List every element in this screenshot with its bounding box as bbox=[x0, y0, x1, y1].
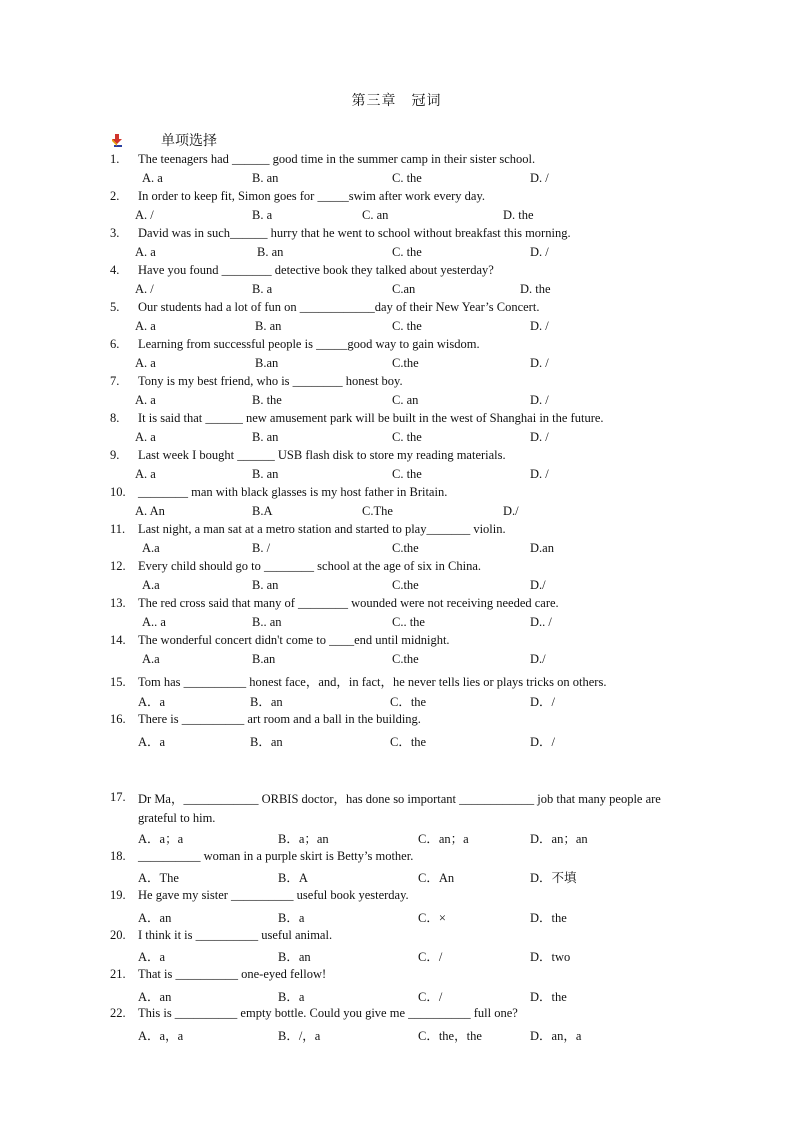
question-13 bbox=[110, 596, 559, 611]
question-15 bbox=[110, 672, 606, 690]
option-c: C. an bbox=[362, 208, 389, 222]
option-c: C．An bbox=[418, 871, 455, 885]
option-c: C．/ bbox=[418, 990, 443, 1004]
question-number: 7. bbox=[110, 374, 120, 388]
option-a: A．a bbox=[138, 695, 166, 709]
question-text: It is said that ______ new amusement park will be built in the west of Shanghai in the future. bbox=[138, 411, 604, 425]
option-b: B. an bbox=[252, 467, 279, 481]
question-12 bbox=[110, 559, 481, 574]
option-c: C.. the bbox=[392, 615, 425, 629]
question-number: 14. bbox=[110, 633, 126, 647]
question-4 bbox=[110, 263, 494, 278]
question-number: 22. bbox=[110, 1006, 126, 1020]
option-b: B. an bbox=[257, 245, 284, 259]
option-c: C．an；a bbox=[418, 832, 469, 846]
option-c: C．the bbox=[390, 695, 427, 709]
question-19 bbox=[110, 888, 409, 903]
option-a: A. a bbox=[135, 245, 156, 259]
option-b: B. an bbox=[252, 171, 279, 185]
option-c: C. an bbox=[392, 393, 419, 407]
question-number: 4. bbox=[110, 263, 120, 277]
question-text: Last night, a man sat at a metro station and started to play_______ violin. bbox=[138, 522, 506, 536]
option-b: B．an bbox=[278, 950, 311, 964]
option-c: C．× bbox=[418, 911, 446, 925]
question-text: The wonderful concert didn't come to ____end until midnight. bbox=[138, 633, 450, 647]
option-d: D．不填 bbox=[530, 871, 577, 885]
option-a: A．a；a bbox=[138, 832, 184, 846]
question-number: 18. bbox=[110, 849, 126, 863]
option-b: B. an bbox=[252, 578, 279, 592]
option-a: A.. a bbox=[142, 615, 166, 629]
question-number: 9. bbox=[110, 448, 120, 462]
option-a: A.a bbox=[142, 652, 160, 666]
option-c: C.The bbox=[362, 504, 393, 518]
question-text: Tony is my best friend, who is ________ honest boy. bbox=[138, 374, 403, 388]
question-text: Learning from successful people is _____good way to gain wisdom. bbox=[138, 337, 480, 351]
option-c: C．the bbox=[390, 735, 427, 749]
section-heading bbox=[111, 130, 217, 150]
question-8 bbox=[110, 411, 604, 426]
question-text: Our students had a lot of fun on ____________day of their New Year’s Concert. bbox=[138, 300, 540, 314]
question-22 bbox=[110, 1006, 518, 1021]
question-text: This is __________ empty bottle. Could you give me __________ full one? bbox=[138, 1006, 518, 1020]
question-text: Last week I bought ______ USB flash disk to store my reading materials. bbox=[138, 448, 506, 462]
option-d: D. / bbox=[530, 319, 549, 333]
option-b: B. a bbox=[252, 282, 273, 296]
question-number: 5. bbox=[110, 300, 120, 314]
question-text: I think it is __________ useful animal. bbox=[138, 928, 333, 942]
option-c: C. the bbox=[392, 430, 422, 444]
option-a: A．a，a bbox=[138, 1029, 184, 1043]
option-b: B．an bbox=[250, 695, 283, 709]
question-text: There is __________ art room and a ball in the building. bbox=[138, 712, 421, 726]
option-a: A．a bbox=[138, 950, 166, 964]
option-d: D.. / bbox=[530, 615, 552, 629]
option-d: D. / bbox=[530, 430, 549, 444]
option-c: C.the bbox=[392, 652, 419, 666]
option-d: D. / bbox=[530, 467, 549, 481]
option-d: D. / bbox=[530, 393, 549, 407]
question-number: 16. bbox=[110, 712, 126, 726]
option-d: D．an，a bbox=[530, 1029, 582, 1043]
question-number: 21. bbox=[110, 967, 126, 981]
question-number: 8. bbox=[110, 411, 120, 425]
option-d: D．/ bbox=[530, 735, 556, 749]
option-b: B. a bbox=[252, 208, 273, 222]
option-c: C.an bbox=[392, 282, 416, 296]
question-17 bbox=[110, 790, 684, 828]
option-d: D. / bbox=[530, 171, 549, 185]
option-b: B. an bbox=[252, 430, 279, 444]
option-c: C. the bbox=[392, 319, 422, 333]
option-b: B．an bbox=[250, 735, 283, 749]
option-d: D．the bbox=[530, 990, 567, 1004]
question-number: 13. bbox=[110, 596, 126, 610]
question-number: 20. bbox=[110, 928, 126, 942]
question-number: 6. bbox=[110, 337, 120, 351]
option-b: B．a；an bbox=[278, 832, 329, 846]
question-3 bbox=[110, 226, 571, 241]
option-d: D．two bbox=[530, 950, 571, 964]
option-b: B.an bbox=[255, 356, 279, 370]
option-d: D./ bbox=[503, 504, 519, 518]
question-text: The teenagers had ______ good time in the summer camp in their sister school. bbox=[138, 152, 536, 166]
question-6 bbox=[110, 337, 480, 352]
option-c: C.the bbox=[392, 356, 419, 370]
question-text: __________ woman in a purple skirt is Betty’s mother. bbox=[138, 849, 414, 863]
option-a: A. a bbox=[142, 171, 163, 185]
question-text: Tom has __________ honest face，and，in fact，he never tells lies or plays tricks on others. bbox=[138, 675, 607, 689]
option-d: D./ bbox=[530, 578, 546, 592]
option-c: C. the bbox=[392, 171, 422, 185]
option-a: A．an bbox=[138, 911, 172, 925]
option-d: D. the bbox=[520, 282, 551, 296]
question-text: David was in such______ hurry that he went to school without breakfast this morning. bbox=[138, 226, 571, 240]
option-c: C.the bbox=[392, 578, 419, 592]
option-c: C. the bbox=[392, 245, 422, 259]
question-1 bbox=[110, 152, 535, 167]
option-d: D. / bbox=[530, 356, 549, 370]
option-d: D. the bbox=[503, 208, 534, 222]
question-text: Have you found ________ detective book they talked about yesterday? bbox=[138, 263, 494, 277]
option-c: C.the bbox=[392, 541, 419, 555]
chapter-title: 第三章 冠词 bbox=[351, 94, 442, 109]
question-14 bbox=[110, 633, 450, 648]
question-text: In order to keep fit, Simon goes for _____swim after work every day. bbox=[138, 189, 486, 203]
option-a: A．The bbox=[138, 871, 179, 885]
option-a: A. a bbox=[135, 319, 156, 333]
option-a: A.a bbox=[142, 541, 160, 555]
option-d: D．/ bbox=[530, 695, 556, 709]
question-text: Dr Ma，____________ ORBIS doctor，has done so important ____________ job that many people are grateful to him. bbox=[138, 792, 661, 825]
option-b: B．A bbox=[278, 871, 308, 885]
question-5 bbox=[110, 300, 539, 315]
question-text: He gave my sister __________ useful book yesterday. bbox=[138, 888, 409, 902]
question-21 bbox=[110, 967, 326, 982]
option-a: A. / bbox=[135, 282, 154, 296]
question-number: 11. bbox=[110, 522, 126, 536]
option-b: B.A bbox=[252, 504, 273, 518]
question-text: That is __________ one-eyed fellow! bbox=[138, 967, 327, 981]
question-number: 12. bbox=[110, 559, 126, 573]
option-a: A．a bbox=[138, 735, 166, 749]
question-20 bbox=[110, 928, 332, 943]
option-b: B.. an bbox=[252, 615, 282, 629]
option-d: D.an bbox=[530, 541, 554, 555]
option-c: C．/ bbox=[418, 950, 443, 964]
option-c: C. the bbox=[392, 467, 422, 481]
question-text: Every child should go to ________ school at the age of six in China. bbox=[138, 559, 482, 573]
question-text: The red cross said that many of ________ wounded were not receiving needed care. bbox=[138, 596, 559, 610]
option-b: B. an bbox=[255, 319, 282, 333]
question-number: 10. bbox=[110, 485, 126, 499]
question-number: 17. bbox=[110, 790, 126, 804]
question-number: 1. bbox=[110, 152, 120, 166]
question-number: 15. bbox=[110, 675, 126, 689]
question-11 bbox=[110, 522, 506, 537]
question-7 bbox=[110, 374, 403, 389]
option-b: B. / bbox=[252, 541, 271, 555]
question-9 bbox=[110, 448, 506, 463]
option-b: B. the bbox=[252, 393, 282, 407]
option-a: A．an bbox=[138, 990, 172, 1004]
option-a: A.a bbox=[142, 578, 160, 592]
option-a: A. a bbox=[135, 467, 156, 481]
option-d: D./ bbox=[530, 652, 546, 666]
option-c: C．the，the bbox=[418, 1029, 482, 1043]
question-2 bbox=[110, 189, 485, 204]
option-d: D．an；an bbox=[530, 832, 588, 846]
option-a: A. An bbox=[135, 504, 165, 518]
option-b: B.an bbox=[252, 652, 276, 666]
question-number: 2. bbox=[110, 189, 120, 203]
option-a: A. a bbox=[135, 356, 156, 370]
question-text: ________ man with black glasses is my host father in Britain. bbox=[138, 485, 448, 499]
option-a: A. a bbox=[135, 393, 156, 407]
option-b: B．/，a bbox=[278, 1029, 321, 1043]
option-a: A. a bbox=[135, 430, 156, 444]
option-b: B．a bbox=[278, 911, 305, 925]
question-16 bbox=[110, 712, 421, 727]
question-number: 3. bbox=[110, 226, 120, 240]
option-d: D. / bbox=[530, 245, 549, 259]
section-title: 单项选择 bbox=[161, 134, 217, 149]
question-number: 19. bbox=[110, 888, 126, 902]
option-d: D．the bbox=[530, 911, 567, 925]
question-10 bbox=[110, 485, 447, 500]
bullet-icon bbox=[111, 133, 125, 147]
option-b: B．a bbox=[278, 990, 305, 1004]
option-a: A. / bbox=[135, 208, 154, 222]
question-18 bbox=[110, 849, 413, 864]
